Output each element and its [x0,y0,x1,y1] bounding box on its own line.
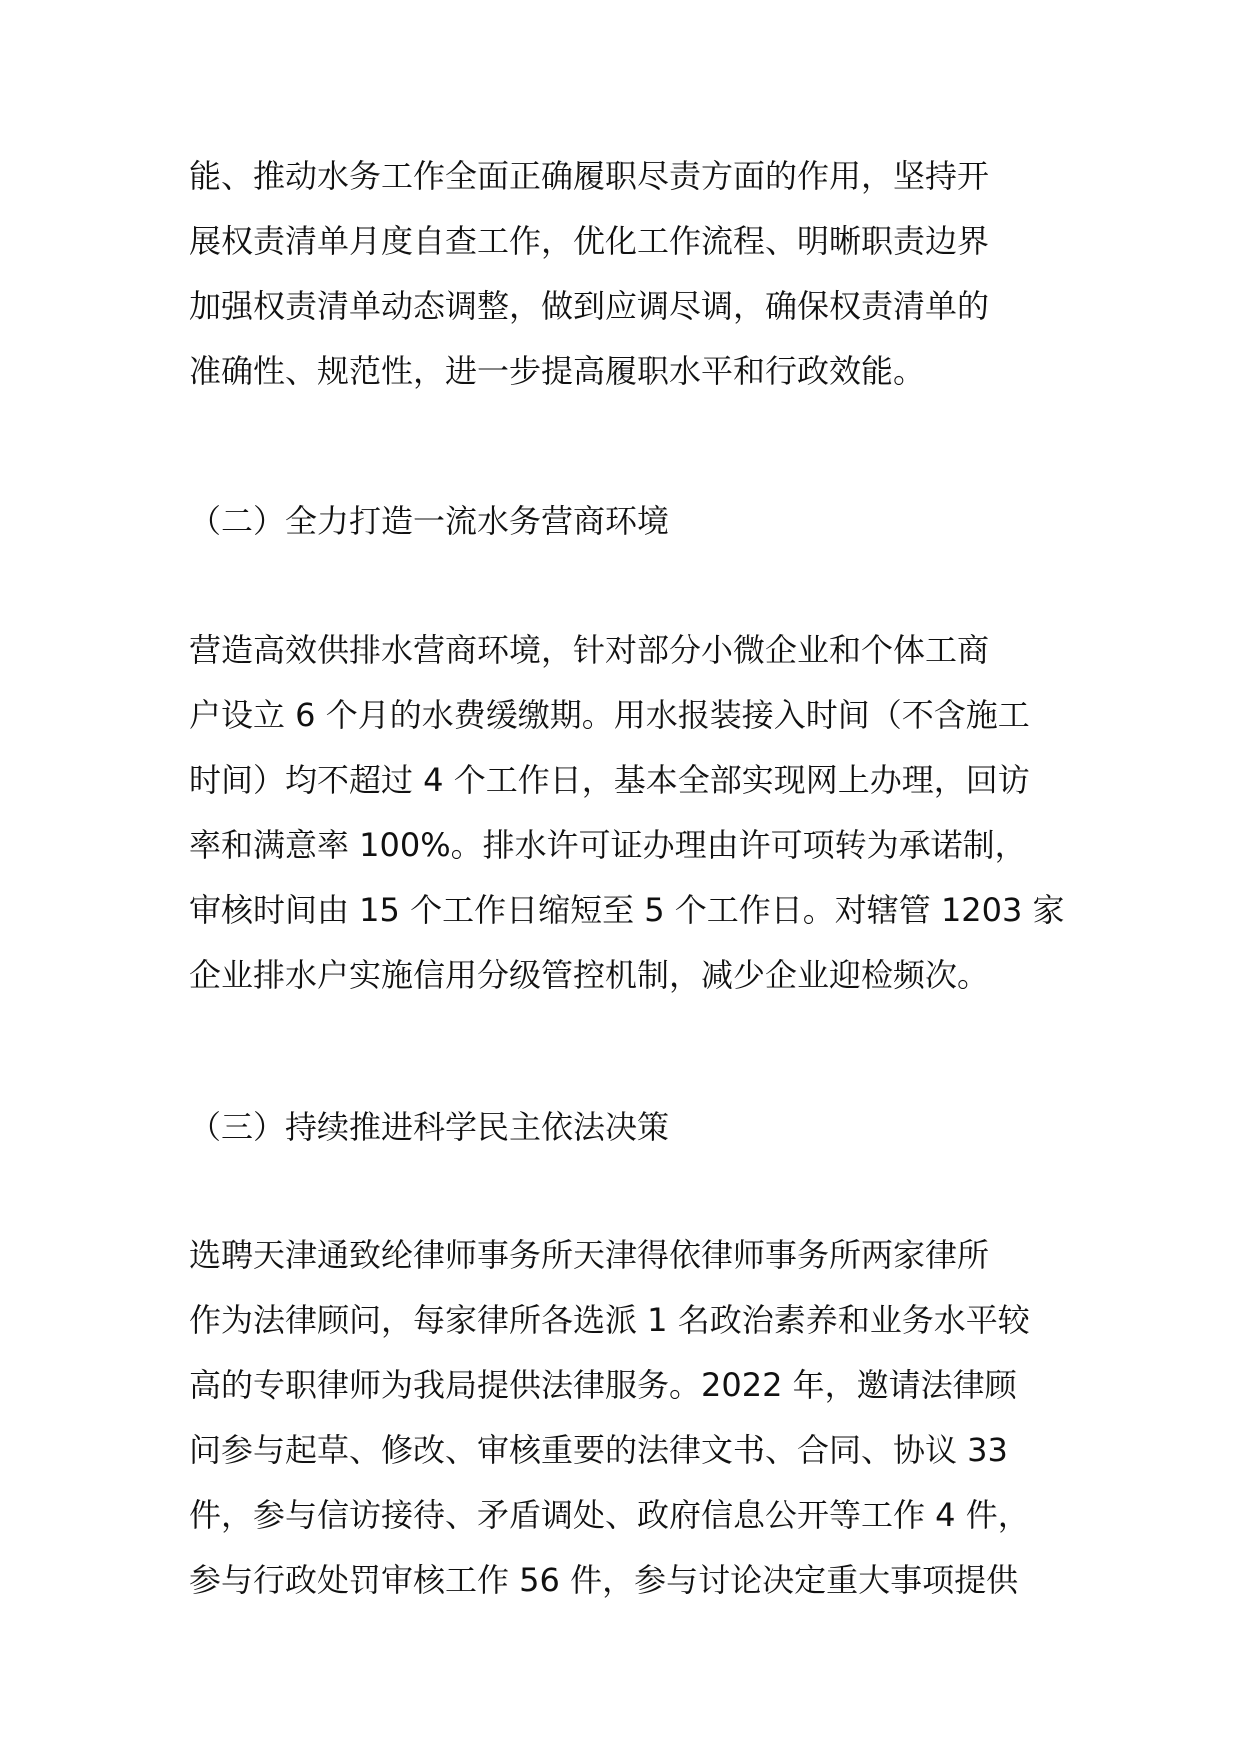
paragraph-line: 营造高效供排水营商环境，针对部分小微企业和个体工商 [189,631,990,669]
paragraph-1 [189,144,1069,404]
paragraph-line: 户设立 6 个月的水费缓缴期。用水报装接入时间（不含施工 [189,696,1030,734]
paragraph-line: 件，参与信访接待、矛盾调处、政府信息公开等工作 4 件， [189,1496,1030,1534]
section-heading-3: （三）持续推进科学民主依法决策 [189,1108,670,1146]
paragraph-line: 参与行政处罚审核工作 56 件，参与讨论决定重大事项提供 [189,1561,1019,1599]
paragraph-2 [189,618,1069,1008]
paragraph-line: 时间）均不超过 4 个工作日，基本全部实现网上办理，回访 [189,761,1030,799]
paragraph-line: 企业排水户实施信用分级管控机制，减少企业迎检频次。 [189,956,990,994]
paragraph-line: 作为法律顾问，每家律所各选派 1 名政治素养和业务水平较 [189,1301,1030,1339]
paragraph-line: 率和满意率 100%。排水许可证办理由许可项转为承诺制， [189,826,1027,864]
paragraph-3 [189,1223,1069,1613]
paragraph-line: 准确性、规范性，进一步提高履职水平和行政效能。 [189,352,926,390]
paragraph-line: 展权责清单月度自查工作，优化工作流程、明晰职责边界 [189,222,990,260]
paragraph-line: 加强权责清单动态调整，做到应调尽调，确保权责清单的 [189,287,990,325]
section-heading-2: （二）全力打造一流水务营商环境 [189,502,670,540]
paragraph-line: 审核时间由 15 个工作日缩短至 5 个工作日。对辖管 1203 家 [189,891,1065,929]
paragraph-line: 能、推动水务工作全面正确履职尽责方面的作用，坚持开 [189,157,990,195]
paragraph-line: 问参与起草、修改、审核重要的法律文书、合同、协议 33 [189,1431,1008,1469]
paragraph-line: 选聘天津通致纶律师事务所天津得依律师事务所两家律所 [189,1236,990,1274]
paragraph-line: 高的专职律师为我局提供法律服务。2022 年，邀请法律顾 [189,1366,1017,1404]
